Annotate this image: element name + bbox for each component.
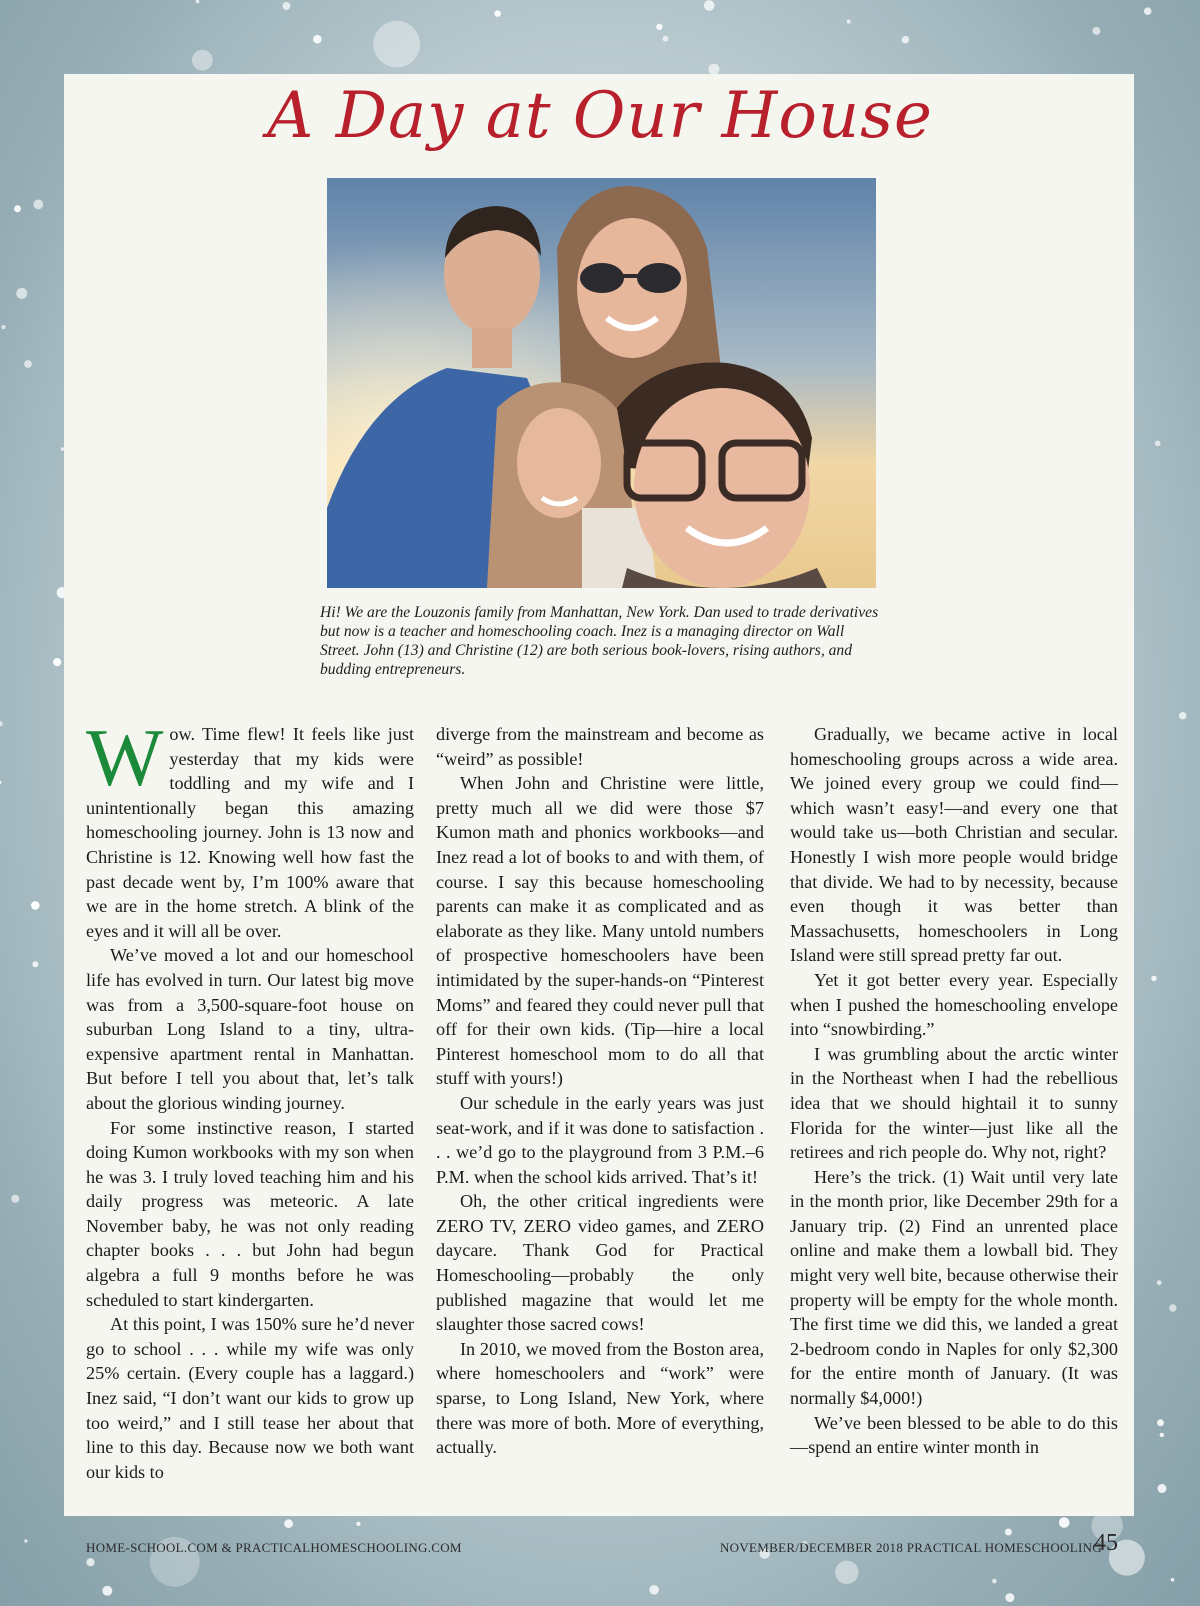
paragraph: Gradually, we became active in local homeschooling groups across a wide area. We joined every group we could find—which wasn’t easy!—and every one that would take us—both Christian and secular. Honestly I wish more people would bridge that divide. We had to by necessity, because even though it was better than Massachusetts, homeschoolers in Long Island were still spread pretty far out.	[790, 724, 1118, 966]
paragraph: When John and Christine were little, pretty much all we did were those $7 Kumon math and phonics workbooks—and Inez read a lot of books to and with them, of course. I say this because homeschooling parents can make it as complicated and as elaborate as they like. Many untold numbers of prospective homeschoolers have been intimidated by the super-hands-on “Pinterest Moms” and feared they could never pull that off for their own kids. (Tip—hire a local Pinterest homeschool mom to do all that stuff with yours!)	[436, 773, 764, 1089]
footer-issue: NOVEMBER/DECEMBER 2018 PRACTICAL HOMESCHOOLING	[719, 1540, 1102, 1555]
photo-caption: Hi! We are the Louzonis family from Manhattan, New York. Dan used to trade derivatives but now is a teacher and homeschooling coach. Inez is a managing director on Wall Street. John (13) and Christine (12) are both serious book-lovers, rising authors, and budding entrepreneurs.	[320, 604, 879, 678]
article-column-1	[86, 712, 414, 1484]
footer-website: HOME-SCHOOL.COM & PRACTICALHOMESCHOOLING.COM	[86, 1540, 462, 1555]
page-number: 45	[1094, 1530, 1118, 1556]
paragraph: We’ve moved a lot and our homeschool life has evolved in turn. Our latest big move was from a 3,500-square-foot house on suburban Long Island to a tiny, ultra-expensive apartment rental in Manhattan. But before I tell you about that, let’s talk about the glorious winding journey.	[86, 945, 414, 1113]
drop-cap: W	[86, 712, 164, 803]
paragraph: Our schedule in the early years was just seat-work, and if it was done to satisfaction . . . we’d go to the playground from 3 P.M.–6 P.M. when the school kids arrived. That’s it!	[436, 1092, 764, 1187]
family-photo	[327, 178, 876, 588]
paragraph: Oh, the other critical ingredients were ZERO TV, ZERO video games, and ZERO daycare. Thank God for Practical Homeschooling—probably the only published magazine that would let me slaughter those sacred cows!	[436, 1191, 764, 1335]
paragraph: diverge from the mainstream and become as “weird” as possible!	[436, 724, 764, 769]
paragraph: At this point, I was 150% sure he’d never go to school . . . while my wife was only 25% certain. (Every couple has a laggard.) Inez said, “I don’t want our kids to grow up too weird,” and I still tease her about that line to this day. Because now we both want our kids to	[86, 1314, 414, 1482]
paragraph: I was grumbling about the arctic winter in the Northeast when I had the rebellious idea that we should hightail it to sunny Florida for the winter—just like all the retirees and rich people do. Why not, right?	[790, 1043, 1118, 1163]
paragraph: For some instinctive reason, I started doing Kumon workbooks with my son when he was 3. I truly loved teaching him and his daily progress was meteoric. A late November baby, he was not only reading chapter books . . . but John had begun algebra a full 9 months before he was scheduled to start kindergarten.	[86, 1117, 414, 1310]
article-column-2	[436, 722, 764, 1460]
paragraph: Wow. Time flew! It feels like just yesterday that my kids were toddling and my wife and I unintentionally began this amazing homeschooling journey. John is 13 now and Christine is 12. Knowing well how fast the past decade went by, I’m 100% aware that we are in the home stretch. A blink of the eyes and it will all be over.	[86, 712, 414, 941]
paragraph: We’ve been blessed to be able to do this—spend an entire winter month in	[790, 1412, 1118, 1458]
page-title: A Day at Our House	[267, 79, 933, 153]
article-column-3	[790, 722, 1118, 1460]
paragraph: In 2010, we moved from the Boston area, where homeschoolers and “work” were sparse, to Long Island, New York, where there was more of both. More of everything, actually.	[436, 1338, 764, 1458]
paragraph: Yet it got better every year. Especially when I pushed the homeschooling envelope into “snowbirding.”	[790, 969, 1118, 1040]
paragraph: Here’s the trick. (1) Wait until very late in the month prior, like December 29th for a January trip. (2) Find an unrented place online and make them a lowball bid. They might very well bite, because otherwise their property will be empty for the whole month. The first time we did this, we landed a great 2-bedroom condo in Naples for only $2,300 for the entire month of January. (It was normally $4,000!)	[790, 1166, 1118, 1409]
